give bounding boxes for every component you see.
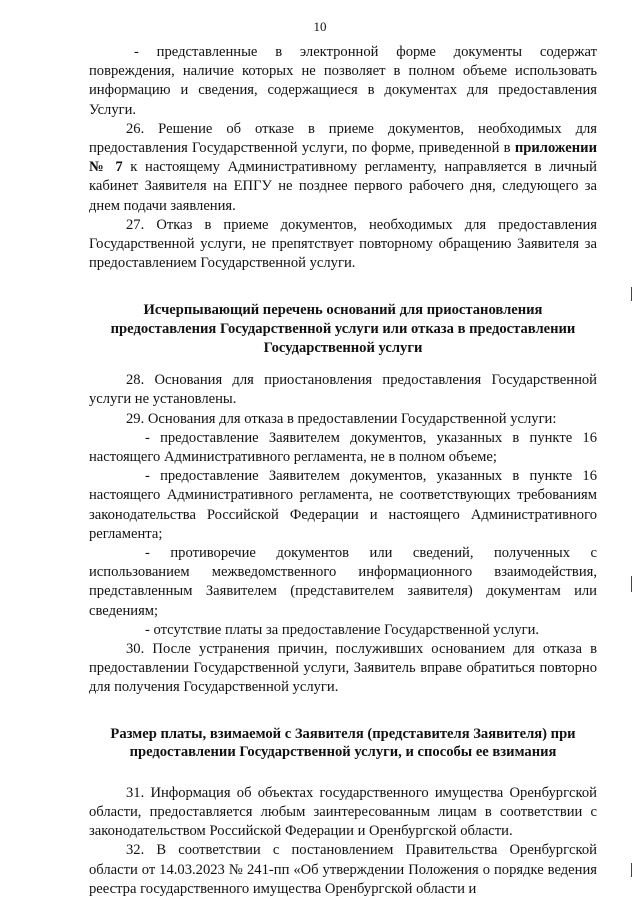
paragraph-31: 31. Информация об объектах государственного имущества Оренбургской области, предоставляется любым заинтересованным лицам в соответствии с законодательством Российской Федерации и Оренбургской области. — [89, 784, 597, 840]
margin-mark — [631, 287, 632, 301]
paragraph-28: 28. Основания для приостановления предоставления Государственной услуги не установлены. — [89, 372, 597, 408]
section-heading-grounds-refusal: Исчерпывающий перечень оснований для приостановления предоставления Государственной услуги или отказа в предоставлении Государственной услуги — [110, 302, 576, 356]
paragraph-27: 27. Отказ в приеме документов, необходимых для предоставления Государственной услуги, не препятствует повторному обращению Заявителя за предоставлением Государственной услуги. — [89, 216, 597, 272]
paragraph-26-text-end: к настоящему Административному регламенту, направляется в личный кабинет Заявителя на ЕПГУ не позднее первого рабочего дня, следующего за днем подачи заявления. — [89, 159, 597, 214]
refusal-ground-item: - предоставление Заявителем документов, указанных в пункте 16 настоящего Административного регламента, не соответствующих требованиям законодательства Российской Федерации и настоящего Административного регламента; — [89, 468, 597, 542]
section-heading-fee: Размер платы, взимаемой с Заявителя (представителя Заявителя) при предоставлении Государственной услуги, и способы ее взимания — [110, 725, 576, 761]
paragraph-30: 30. После устранения причин, послуживших основанием для отказа в предоставлении Государственной услуги, Заявитель вправе обратиться повторно для получения Государственной услуги. — [89, 641, 597, 696]
margin-mark — [631, 576, 632, 592]
refusal-ground-item: - отсутствие платы за предоставление Государственной услуги. — [145, 621, 540, 638]
paragraph-dash-item: - представленные в электронной форме документы содержат повреждения, наличие которых не позволяет в полном объеме использовать информацию и сведения, содержащиеся в документах для предоставления Услуги. — [89, 44, 597, 118]
page-number: 10 — [313, 19, 327, 34]
paragraph-32: 32. В соответствии с постановлением Правительства Оренбургской области от 14.03.2023 № 241-пп «Об утверждении Положения о порядке ведения реестра государственного имущества Оренбургской области и — [89, 842, 597, 897]
appendix-reference: приложении № 7 — [89, 140, 597, 176]
paragraph-26 — [89, 120, 597, 216]
document-body — [89, 43, 597, 899]
paragraph-26-text: 26. Решение об отказе в приеме документов, необходимых для предоставления Государственной услуги, по форме, приведенной в — [89, 120, 597, 157]
refusal-ground-item: - противоречие документов или сведений, полученных с использованием межведомственного информационного взаимодействия, представленным Заявителем (представителем заявителя) документам или сведениям; — [89, 545, 597, 619]
refusal-ground-item: - предоставление Заявителем документов, указанных в пункте 16 настоящего Административного регламента, не в полном объеме; — [89, 429, 597, 466]
margin-mark — [631, 863, 632, 877]
paragraph-29: 29. Основания для отказа в предоставлении Государственной услуги: — [126, 410, 557, 427]
